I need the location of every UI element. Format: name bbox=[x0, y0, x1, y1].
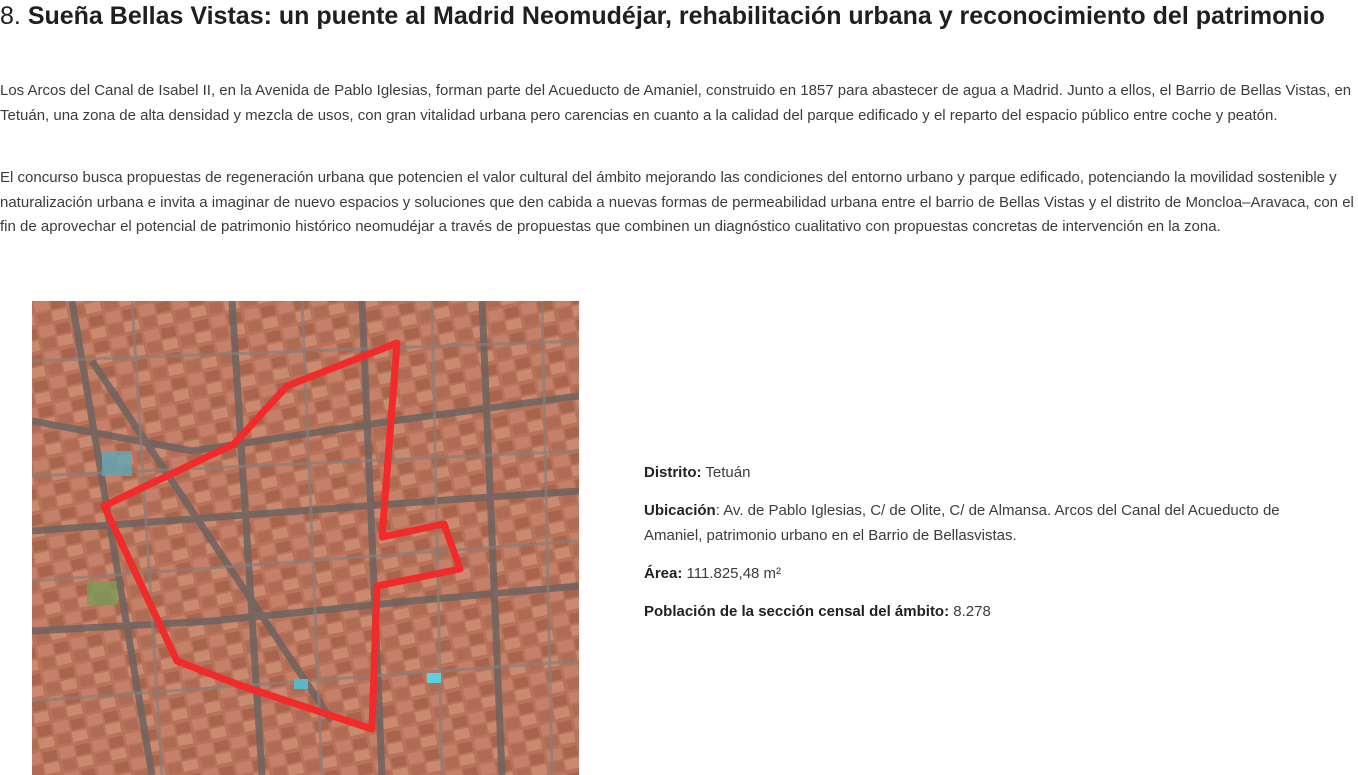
intro-paragraph: Los Arcos del Canal de Isabel II, en la Avenida de Pablo Iglesias, forman parte del Acueducto de Amaniel, construido en 1857 para abastecer de agua a Madrid. Junto a ellos, el Barrio de Bellas Vistas, en Tetuán, una zona de alta densidad y mezcla de usos, con gran vitalidad urbana pero carencias en cuanto a la calidad del parque edificado y el reparto del espacio público entre coche y peatón. bbox=[0, 82, 1352, 124]
title-text: Sueña Bellas Vistas: un puente al Madrid Neomudéjar, rehabilitación urbana y reconocimiento del patrimonio bbox=[27, 2, 1325, 30]
population-info bbox=[644, 600, 1334, 625]
contest-paragraph: El concurso busca propuestas de regeneración urbana que potencien el valor cultural del ámbito mejorando las condiciones del entorno urbano y parque edificado, potenciando la movilidad sostenible y naturalización urbana e invita a imaginar de nuevo espacios y soluciones que den cabida a nuevas formas de permeabilidad urbana entre el barrio de Bellas Vistas y el distrito de Moncloa–Aravaca, con el fin de aprovechar el potencial de patrimonio histórico neomudéjar a través de propuestas que combinen un diagnóstico cualitativo con propuestas concretas de intervención en la zona. bbox=[0, 169, 1354, 235]
page-title bbox=[0, 0, 1350, 33]
title-number: 8. bbox=[0, 2, 21, 30]
population-label: Población de la sección censal del ámbito: bbox=[644, 603, 950, 620]
district-value: Tetuán bbox=[701, 464, 751, 481]
district-label: Distrito: bbox=[644, 464, 702, 481]
location-value: : Av. de Pablo Iglesias, C/ de Olite, C/ de Almansa. Arcos del Canal del Acueducto de Amaniel, patrimonio urbano en el Barrio de Bellasvistas. bbox=[644, 502, 1280, 544]
area-label: Área: bbox=[644, 565, 683, 582]
location-label: Ubicación bbox=[644, 502, 716, 519]
aerial-map-image bbox=[32, 301, 579, 775]
location-info bbox=[644, 499, 1334, 548]
population-value: 8.278 bbox=[949, 603, 991, 620]
aerial-map-svg bbox=[32, 301, 579, 775]
area-info bbox=[644, 562, 1334, 587]
area-value: 111.825,48 m² bbox=[682, 565, 782, 582]
district-info bbox=[644, 461, 1334, 486]
